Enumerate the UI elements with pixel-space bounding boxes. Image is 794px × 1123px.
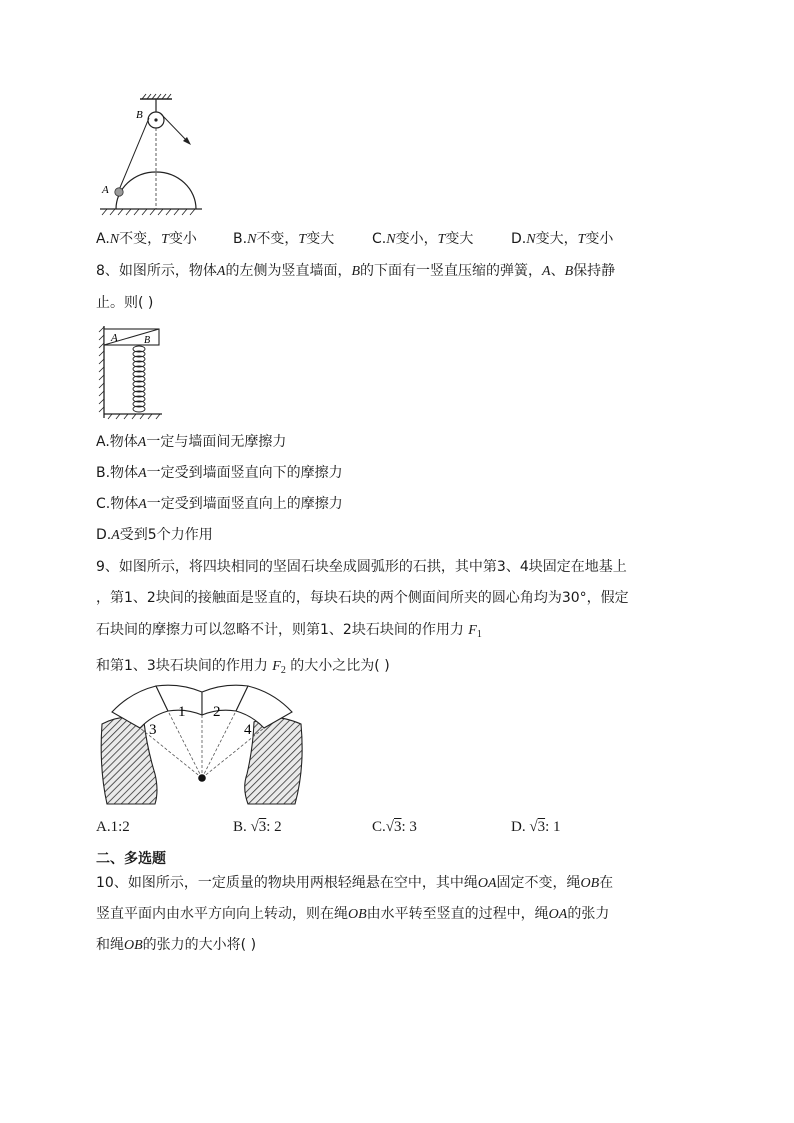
q9-stem-line-2: ，第1、2块间的接触面是竖直的，每块石块的两个侧面间所夹的圆心角均为30°，假定 <box>96 590 629 606</box>
block-label-3: 3 <box>149 722 157 738</box>
q8-option-d: D.A受到5个力作用 <box>96 527 213 543</box>
q10-stem-line-3: 和绳OB的张力的大小将( ) <box>96 937 257 953</box>
block-label-1: 1 <box>178 704 186 720</box>
q7-option-a: A.N不变，T变小 <box>96 231 197 247</box>
q9-stem-line-1: 9、如图所示，将四块相同的坚固石块垒成圆弧形的石拱，其中第3、4块固定在地基上 <box>96 559 627 575</box>
label-B: B <box>144 335 151 346</box>
q10-stem-line-2: 竖直平面内由水平方向向上转动，则在绳OB由水平转至竖直的过程中，绳OA的张力 <box>96 906 610 922</box>
label-A: A <box>111 332 118 344</box>
sqrt-sign: √ <box>250 819 259 835</box>
q7-option-b: B.N不变，T变大 <box>233 231 335 247</box>
sqrt-sign: √ <box>385 819 394 835</box>
q9-option-b: B. √3: 2 <box>233 819 282 835</box>
ground <box>100 209 202 215</box>
rope-pull <box>161 114 188 142</box>
q8-option-b: B.物体A一定受到墙面竖直向下的摩擦力 <box>96 465 343 481</box>
pulley-axle <box>154 118 157 121</box>
q8-option-a: A.物体A一定与墙面间无摩擦力 <box>96 434 287 450</box>
section-heading: 二、多选题 <box>96 851 166 867</box>
q7-figure <box>92 94 212 220</box>
label-A: A <box>102 184 109 196</box>
label-B: B <box>136 109 143 121</box>
wall <box>99 326 104 418</box>
q9-option-a: A.1:2 <box>96 819 130 835</box>
sqrt-sign: √ <box>529 819 538 835</box>
spring <box>133 346 145 412</box>
block-label-4: 4 <box>244 722 252 738</box>
ceiling <box>140 94 172 99</box>
arc-center-point <box>198 774 206 782</box>
q9-stem-line-4: 和第1、3块石块间的作用力 $F_2$ 的大小之比为( ) <box>96 658 390 676</box>
q10-stem-line-1: 10、如图所示，一定质量的物块用两根轻绳悬在空中，其中绳OA固定不变，绳OB在 <box>96 875 614 891</box>
q8-stem-line-2: 止。则( ) <box>96 295 154 311</box>
q9-figure <box>95 688 310 810</box>
right-base <box>245 717 302 804</box>
q9-stem-line-3: 石块间的摩擦力可以忽略不计，则第1、2块石块间的作用力 $F_1$ <box>96 622 482 640</box>
block-label-2: 2 <box>213 704 221 720</box>
ball-A <box>115 188 123 196</box>
q7-option-d: D.N变大，T变小 <box>511 231 614 247</box>
rope-to-ball <box>119 118 149 190</box>
q8-option-c: C.物体A一定受到墙面竖直向上的摩擦力 <box>96 496 343 512</box>
q7-option-c: C.N变小，T变大 <box>372 231 474 247</box>
q9-option-d: D. √3: 1 <box>511 819 561 835</box>
q9-option-c: C.√3: 3 <box>372 819 417 835</box>
floor <box>104 414 162 419</box>
q8-stem-line-1: 8、如图所示，物体A的左侧为竖直墙面，B的下面有一竖直压缩的弹簧，A、B保持静 <box>96 263 616 279</box>
q8-figure <box>96 324 168 420</box>
